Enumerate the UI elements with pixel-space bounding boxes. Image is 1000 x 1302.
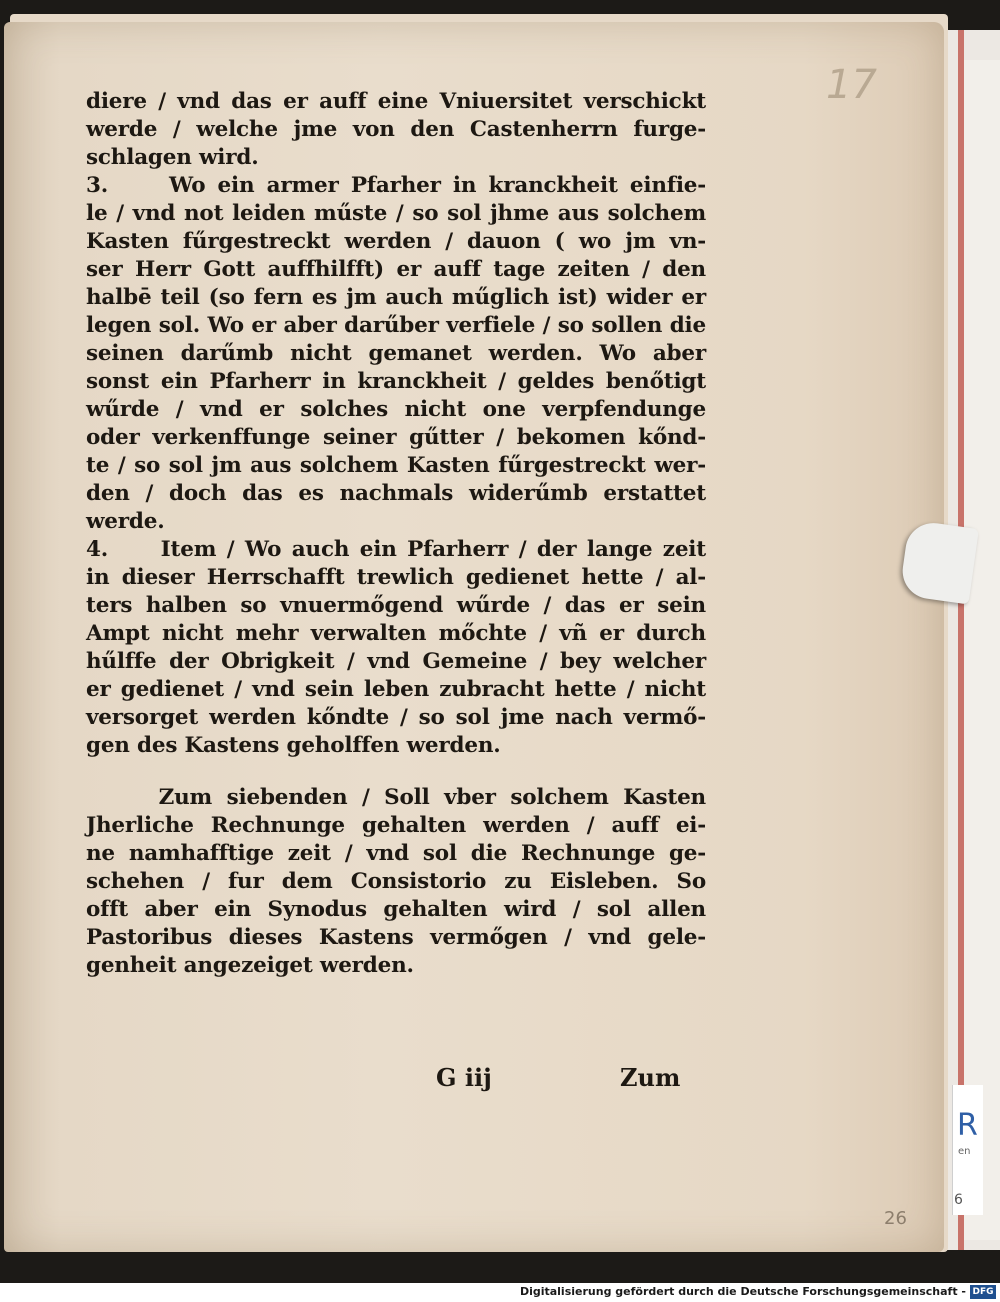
- page-text-block: [86, 88, 706, 980]
- signature-mark: G iij: [436, 1063, 492, 1092]
- text-line: versorget werden kőndte / so sol jme nach vermő-: [86, 705, 706, 730]
- text-line: er gedienet / vnd sein leben zubracht hette / nicht: [86, 677, 706, 702]
- text-line: offt aber ein Synodus gehalten wird / sol allen: [86, 897, 706, 922]
- text-line: werde.: [86, 509, 165, 534]
- binding-inner: [964, 60, 1000, 1240]
- text-line: te / so sol jm aus solchem Kasten fűrgestreckt wer-: [86, 453, 706, 478]
- text-line: Kasten fűrgestreckt werden / dauon ( wo jm vn-: [86, 229, 706, 254]
- text-line: genheit angezeiget werden.: [86, 953, 414, 978]
- text-line: werde / welche jme von den Castenherrn furge-: [86, 117, 706, 142]
- text-line: ser Herr Gott auffhilfft) er auff tage zeiten / den: [86, 257, 706, 282]
- catchword: Zum: [620, 1063, 681, 1092]
- text-line: 3. Wo ein armer Pfarher in kranckheit einfie-: [86, 173, 706, 198]
- text-line: halbē teil (so fern es jm auch műglich ist) wider er: [86, 285, 706, 310]
- text-line: sonst ein Pfarherr in kranckheit / geldes benőtigt: [86, 369, 706, 394]
- text-line: seinen darűmb nicht gemanet werden. Wo aber: [86, 341, 706, 366]
- text-line: legen sol. Wo er aber darűber verfiele / so sollen die: [86, 313, 706, 338]
- text-line: le / vnd not leiden műste / so sol jhme aus solchem: [86, 201, 706, 226]
- library-label-text: en: [958, 1146, 971, 1157]
- text-line: ne namhafftige zeit / vnd sol die Rechnunge ge-: [86, 841, 706, 866]
- text-line: wűrde / vnd er solches nicht one verpfendunge: [86, 397, 706, 422]
- text-line: Jherliche Rechnunge gehalten werden / auff ei-: [86, 813, 706, 838]
- text-line: 4. Item / Wo auch ein Pfarherr / der lange zeit: [86, 537, 706, 562]
- text-line: in dieser Herrschafft trewlich gedienet hette / al-: [86, 565, 706, 590]
- text-line: Ampt nicht mehr verwalten mőchte / vñ er durch: [86, 621, 706, 646]
- library-label-digit: 6: [954, 1192, 963, 1208]
- footer-credit-text: Digitalisierung gefördert durch die Deutsche Forschungsgemeinschaft -: [519, 1285, 966, 1298]
- footer-bar: [0, 1283, 1000, 1302]
- text-line: Zum siebenden / Soll vber solchem Kasten: [86, 785, 706, 810]
- text-line: Pastoribus dieses Kastens vermőgen / vnd gele-: [86, 925, 706, 950]
- folio-mark: 17: [826, 62, 877, 108]
- pencil-note: 26: [884, 1208, 907, 1229]
- page-marker-tab: [899, 519, 979, 604]
- dfg-logo: DFG: [970, 1285, 996, 1299]
- text-line: diere / vnd das er auff eine Vniuersitet verschickt: [86, 89, 706, 114]
- text-line: schehen / fur dem Consistorio zu Eisleben. So: [86, 869, 706, 894]
- text-line: ters halben so vnuermőgend wűrde / das er sein: [86, 593, 706, 618]
- paragraph-gap: [86, 760, 706, 784]
- library-label-letter: R: [957, 1108, 978, 1143]
- text-line: gen des Kastens geholffen werden.: [86, 733, 501, 758]
- text-line: den / doch das es nachmals widerűmb erstattet: [86, 481, 706, 506]
- text-line: hűlffe der Obrigkeit / vnd Gemeine / bey welcher: [86, 649, 706, 674]
- text-line: oder verkenffunge seiner gűtter / bekomen kőnd-: [86, 425, 706, 450]
- text-line: schlagen wird.: [86, 145, 259, 170]
